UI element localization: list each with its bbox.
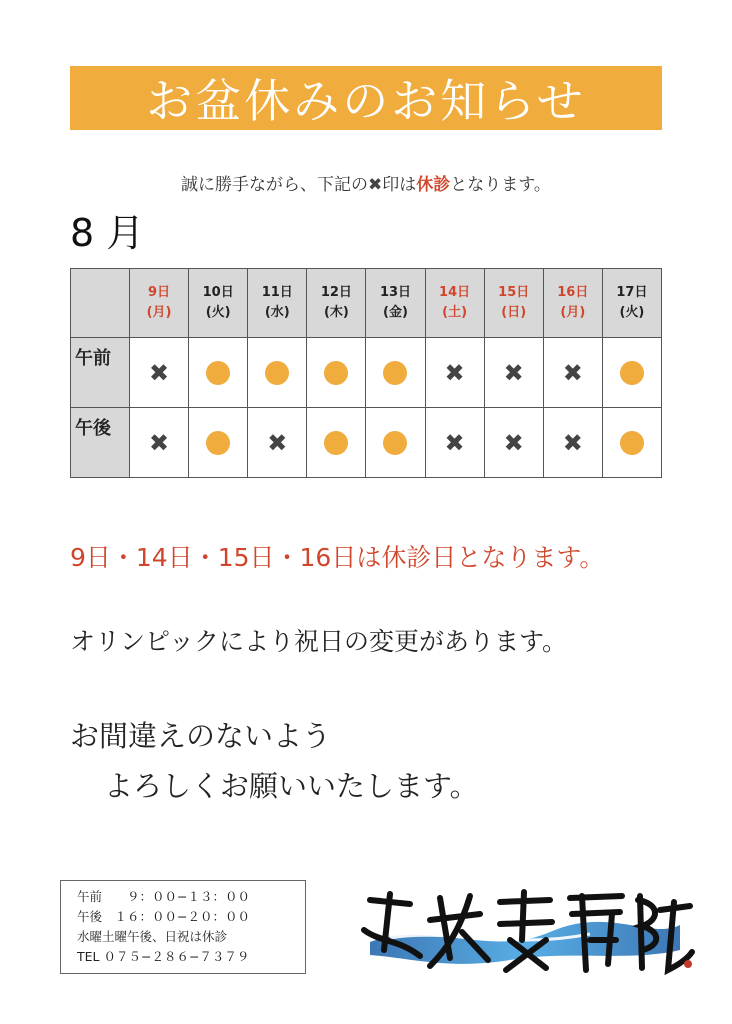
day-weekday: (火) xyxy=(205,305,231,320)
closed-holidays: 水曜土曜午後、日祝は休診 xyxy=(77,929,228,944)
open-circle-icon xyxy=(383,431,407,455)
schedule-cell xyxy=(130,338,189,408)
day-date: 10日 xyxy=(202,285,234,300)
subtitle-middle: 印は xyxy=(382,175,417,195)
day-weekday: (土) xyxy=(442,305,468,320)
hours-info-box xyxy=(60,880,306,974)
closed-mark-icon: ✖ xyxy=(368,175,383,195)
notice-title: お盆休みのお知らせ xyxy=(146,74,586,128)
day-header xyxy=(366,269,425,338)
closed-mark-icon: ✖ xyxy=(149,358,170,387)
schedule-cell xyxy=(366,408,425,478)
calligraphy-logo-icon xyxy=(350,880,700,980)
schedule-cell xyxy=(248,408,307,478)
olympic-note: オリンピックにより祝日の変更があります。 xyxy=(70,627,568,656)
day-weekday: (月) xyxy=(560,305,586,320)
closing-line-2: よろしくお願いいたします。 xyxy=(104,769,479,803)
day-header xyxy=(248,269,307,338)
day-weekday: (日) xyxy=(501,305,527,320)
day-weekday: (火) xyxy=(619,305,645,320)
subtitle-after: となります。 xyxy=(450,175,551,195)
schedule-cell xyxy=(484,408,543,478)
hours-afternoon: 午後 １６：００−２０：００ xyxy=(77,909,250,924)
closed-mark-icon: ✖ xyxy=(444,428,465,457)
closed-mark-icon: ✖ xyxy=(503,358,524,387)
schedule-cell xyxy=(425,338,484,408)
closed-mark-icon: ✖ xyxy=(503,428,524,457)
hours-morning: 午前 ９：００−１３：００ xyxy=(77,889,250,904)
day-date: 13日 xyxy=(379,285,412,300)
day-header xyxy=(484,269,543,338)
closing-line-1: お間違えのないよう xyxy=(70,719,332,753)
month-label: 8 月 xyxy=(70,211,145,255)
day-header xyxy=(130,269,189,338)
day-date: 15日 xyxy=(498,285,530,300)
schedule-cell xyxy=(484,338,543,408)
schedule-cell xyxy=(543,338,602,408)
day-weekday: (木) xyxy=(323,305,349,320)
table-header-row xyxy=(71,269,662,338)
row-label: 午後 xyxy=(71,408,130,478)
schedule-cell xyxy=(248,338,307,408)
table-body xyxy=(71,338,662,478)
schedule-cell xyxy=(130,408,189,478)
schedule-cell xyxy=(307,338,366,408)
day-date: 11日 xyxy=(261,285,293,300)
schedule-cell xyxy=(366,338,425,408)
schedule-cell xyxy=(189,408,248,478)
day-header xyxy=(602,269,661,338)
notice-subtitle xyxy=(0,170,732,195)
table-row xyxy=(71,408,662,478)
closed-mark-icon: ✖ xyxy=(267,428,288,457)
schedule-cell xyxy=(602,338,661,408)
schedule-cell xyxy=(189,338,248,408)
notice-title-banner xyxy=(70,66,662,130)
day-header xyxy=(543,269,602,338)
table-corner xyxy=(71,269,130,338)
row-label: 午前 xyxy=(71,338,130,408)
open-circle-icon xyxy=(206,431,230,455)
subtitle-before: 誠に勝手ながら、下記の xyxy=(181,175,369,195)
closed-mark-icon: ✖ xyxy=(562,358,583,387)
open-circle-icon xyxy=(206,361,230,385)
table-row xyxy=(71,338,662,408)
subtitle-closed-word: 休診 xyxy=(416,175,451,195)
day-date: 12日 xyxy=(320,285,352,300)
open-circle-icon xyxy=(324,361,348,385)
day-date: 14日 xyxy=(439,285,471,300)
day-header xyxy=(189,269,248,338)
phone-number: TEL ０７５−２８６−７３７９ xyxy=(77,949,250,964)
open-circle-icon xyxy=(265,361,289,385)
schedule-cell xyxy=(602,408,661,478)
open-circle-icon xyxy=(324,431,348,455)
closed-mark-icon: ✖ xyxy=(444,358,465,387)
schedule-cell xyxy=(543,408,602,478)
day-date: 9日 xyxy=(148,285,171,300)
closed-days-note: 9日・14日・15日・16日は休診日となります。 xyxy=(70,543,605,572)
day-date: 17日 xyxy=(616,285,648,300)
open-circle-icon xyxy=(620,361,644,385)
day-date: 16日 xyxy=(557,285,589,300)
day-header xyxy=(307,269,366,338)
open-circle-icon xyxy=(383,361,407,385)
closed-mark-icon: ✖ xyxy=(562,428,583,457)
closed-mark-icon: ✖ xyxy=(149,428,170,457)
day-weekday: (水) xyxy=(264,305,290,320)
schedule-cell xyxy=(425,408,484,478)
day-weekday: (月) xyxy=(146,305,172,320)
day-weekday: (金) xyxy=(383,305,408,320)
schedule-table xyxy=(70,268,662,478)
schedule-cell xyxy=(307,408,366,478)
day-header xyxy=(425,269,484,338)
open-circle-icon xyxy=(620,431,644,455)
